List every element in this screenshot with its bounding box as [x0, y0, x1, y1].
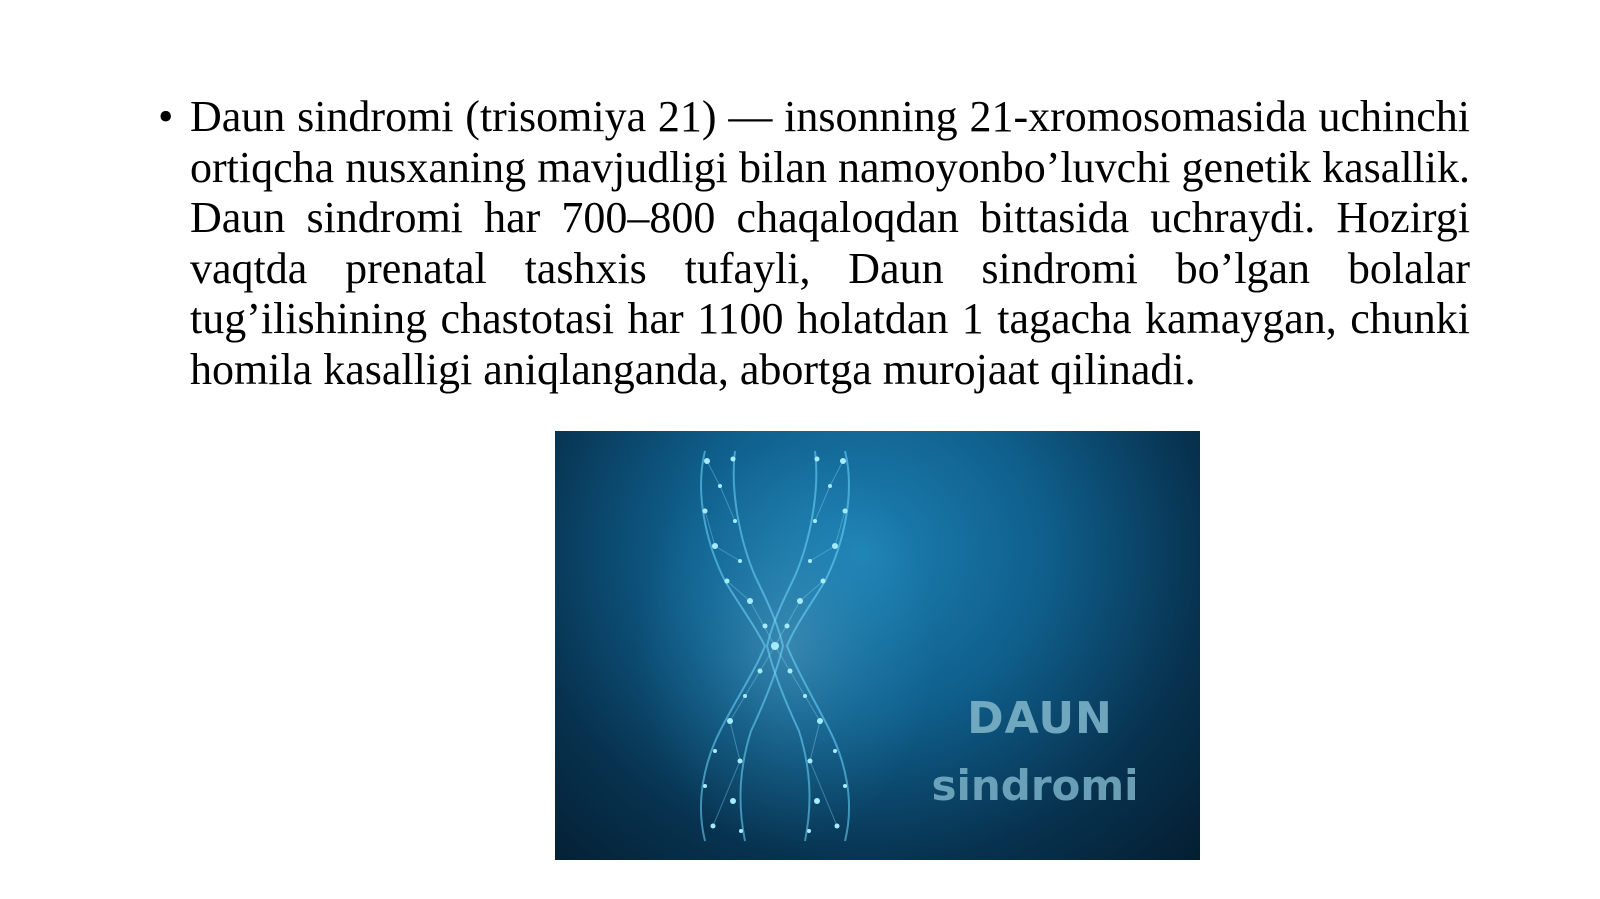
bullet-item — [158, 92, 1470, 395]
figure-subtitle: sindromi — [931, 761, 1139, 810]
figure-title: DAUN — [967, 693, 1113, 744]
bullet-marker: • — [158, 92, 174, 141]
bullet-paragraph: Daun sindromi (trisomiya 21) — insonning 21-xromosomasida uchinchi ortiqcha nusxaning mavjudligi bilan namoyonbo’luvchi genetik kasallik. Daun sindromi har 700–800 chaqaloqdan bittasida uchraydi. Hozirgi vaqtda prenatal tashxis tufayli, Daun sindromi bo’lgan bolalar tug’ilishining chastotasi har 1100 holatdan 1 tagacha kamaygan, chunki homila kasalligi aniqlanganda, abortga murojaat qilinadi. — [190, 92, 1470, 394]
down-syndrome-illustration — [555, 431, 1200, 860]
